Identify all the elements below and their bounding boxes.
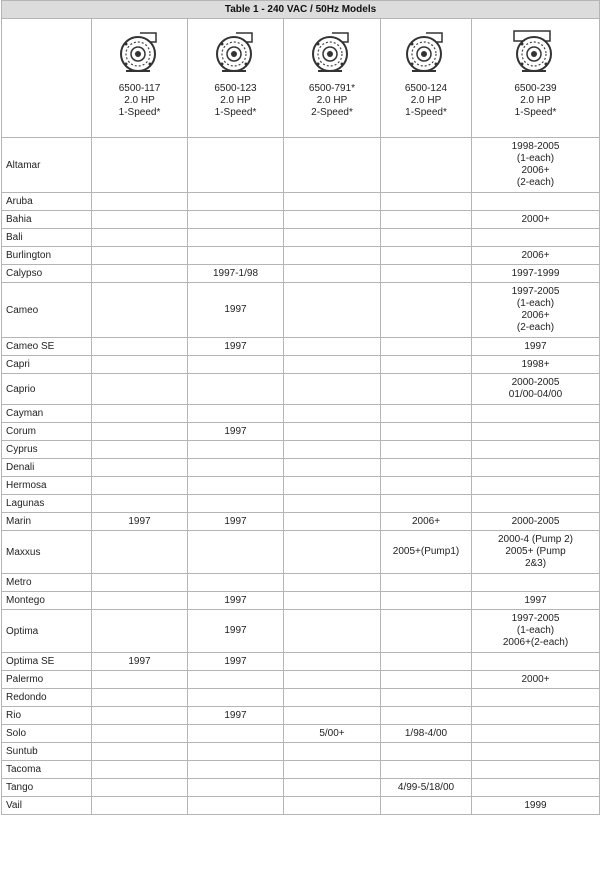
table-row [2,495,600,513]
compat-cell [284,338,381,356]
compat-cell: 2006+ [381,513,472,531]
compat-cell [381,283,472,338]
compat-cell [381,423,472,441]
compat-cell [472,477,600,495]
compat-cell: 1997 [188,338,284,356]
spa-model-name: Montego [2,592,92,610]
compat-cell [92,761,188,779]
compat-cell [284,779,381,797]
table-row [2,405,600,423]
compat-cell: 2000+ [472,671,600,689]
compat-cell [381,211,472,229]
compat-cell: 1999 [472,797,600,815]
spa-model-name: Marin [2,513,92,531]
compat-cell [284,495,381,513]
table-row [2,229,600,247]
pump-compatibility-table [1,0,600,815]
compat-cell: 1997-2005 (1-each) 2006+(2-each) [472,610,600,653]
spa-model-name: Caprio [2,374,92,405]
compat-cell: 1997 [92,653,188,671]
table-row [2,707,600,725]
compat-cell [284,592,381,610]
table-row [2,265,600,283]
compat-cell [92,610,188,653]
compat-cell [381,592,472,610]
spa-model-name: Metro [2,574,92,592]
compat-cell: 1997 [472,592,600,610]
spa-model-name: Lagunas [2,495,92,513]
compat-cell [284,356,381,374]
spa-model-name: Denali [2,459,92,477]
compat-cell [381,761,472,779]
compat-cell [188,405,284,423]
table-row [2,743,600,761]
table-row [2,441,600,459]
pump-hp: 2.0 HP [124,95,155,106]
compat-cell [284,283,381,338]
corner-cell [2,19,92,138]
pump-hp: 2.0 HP [410,95,442,106]
spa-model-name: Hermosa [2,477,92,495]
compat-cell: 2000-4 (Pump 2) 2005+ (Pump 2&3) [472,531,600,574]
spa-model-name: Redondo [2,689,92,707]
compat-cell [472,229,600,247]
pump-speed: 1-Speed* [214,107,257,118]
compat-cell: 1997 [188,592,284,610]
compat-cell [188,743,284,761]
compat-cell [92,743,188,761]
compat-cell [92,592,188,610]
compat-cell [284,689,381,707]
compat-cell: 1/98-4/00 [381,725,472,743]
compat-cell [92,671,188,689]
pump-model: 6500-791* [308,83,356,94]
table-row [2,338,600,356]
compat-cell: 1997-2005 (1-each) 2006+ (2-each) [472,283,600,338]
compat-cell [381,193,472,211]
compat-cell [92,779,188,797]
table-body [2,138,600,815]
compat-cell [284,138,381,193]
compat-cell [472,193,600,211]
table-row [2,283,600,338]
compat-cell [188,441,284,459]
compat-cell [381,405,472,423]
compat-cell: 4/99-5/18/00 [381,779,472,797]
compat-cell [188,477,284,495]
table-row [2,513,600,531]
compat-cell [381,707,472,725]
compat-cell: 1997-1/98 [188,265,284,283]
compat-cell [188,229,284,247]
compat-cell [92,229,188,247]
spa-model-name: Cyprus [2,441,92,459]
compat-cell [284,423,381,441]
table-row [2,671,600,689]
compat-cell [188,725,284,743]
compat-cell [381,689,472,707]
compat-cell: 2000-2005 [472,513,600,531]
compat-cell [284,374,381,405]
table-row [2,459,600,477]
spa-model-name: Tacoma [2,761,92,779]
pump-speed: 1-Speed* [514,107,557,118]
compat-cell [92,441,188,459]
compat-cell: 2006+ [472,247,600,265]
compat-cell: 2000-2005 01/00-04/00 [472,374,600,405]
compat-cell [472,574,600,592]
compat-cell: 1997 [188,610,284,653]
compat-cell [92,211,188,229]
pump-model: 6500-239 [514,83,557,94]
compat-cell: 1997 [188,423,284,441]
table-row [2,193,600,211]
compat-cell [472,725,600,743]
compat-cell [381,459,472,477]
pump-header-6500-123 [188,19,284,138]
compat-cell [284,211,381,229]
pump-header-6500-117 [92,19,188,138]
pump-speed: 1-Speed* [405,107,447,118]
compat-cell [472,423,600,441]
compat-cell [92,574,188,592]
compat-cell [381,671,472,689]
compat-cell [284,247,381,265]
compat-cell [92,797,188,815]
compat-cell [284,229,381,247]
spa-model-name: Palermo [2,671,92,689]
pump-model: 6500-123 [214,83,257,94]
compat-cell [284,743,381,761]
spa-model-name: Cameo SE [2,338,92,356]
compat-cell [472,707,600,725]
spa-model-name: Tango [2,779,92,797]
compat-cell [381,610,472,653]
pump-header-6500-791 [284,19,381,138]
compat-cell [472,689,600,707]
compat-cell [381,247,472,265]
compat-cell [284,193,381,211]
compat-cell: 2005+(Pump1) [381,531,472,574]
compat-cell [472,495,600,513]
compat-cell [284,610,381,653]
table-row [2,211,600,229]
compat-cell [92,459,188,477]
compat-cell [284,671,381,689]
compat-cell [188,531,284,574]
compat-cell [188,138,284,193]
table-row [2,592,600,610]
compat-cell [92,423,188,441]
compat-cell [92,495,188,513]
compat-cell [92,338,188,356]
compat-cell [472,653,600,671]
compat-cell [284,405,381,423]
compat-cell [381,338,472,356]
compat-cell [284,441,381,459]
compat-cell [472,459,600,477]
spa-model-name: Cameo [2,283,92,338]
spa-model-name: Bali [2,229,92,247]
compat-cell [188,797,284,815]
table-row [2,725,600,743]
compat-cell [188,671,284,689]
pump-wheel-icon [188,29,283,75]
compat-cell [381,653,472,671]
pump-wheel-icon [92,29,187,75]
pump-model: 6500-117 [118,83,161,94]
compat-cell [381,495,472,513]
table-row [2,477,600,495]
spa-model-name: Optima SE [2,653,92,671]
compat-cell [188,574,284,592]
compat-cell [92,374,188,405]
compat-cell [188,247,284,265]
compat-cell [284,531,381,574]
table-row [2,797,600,815]
compat-cell [284,653,381,671]
table-row [2,531,600,574]
compat-cell [381,265,472,283]
pump-hp: 2.0 HP [316,95,348,106]
table-row [2,653,600,671]
spa-model-name: Capri [2,356,92,374]
spa-model-name: Solo [2,725,92,743]
compat-cell: 1997 [92,513,188,531]
spa-model-name: Rio [2,707,92,725]
pump-header-row [2,19,600,138]
compat-cell: 2000+ [472,211,600,229]
compat-cell [381,374,472,405]
pump-hp: 2.0 HP [520,95,551,106]
table-title: Table 1 - 240 VAC / 50Hz Models [2,1,600,19]
compat-cell: 5/00+ [284,725,381,743]
compat-cell [284,477,381,495]
pump-speed: 1-Speed* [118,107,161,118]
table-row [2,689,600,707]
compat-cell [472,405,600,423]
table-row [2,779,600,797]
compat-cell [92,531,188,574]
compat-cell [92,707,188,725]
spa-model-name: Vail [2,797,92,815]
spa-model-name: Cayman [2,405,92,423]
compat-cell: 1997 [188,283,284,338]
compat-cell: 1997-1999 [472,265,600,283]
compat-cell: 1997 [188,653,284,671]
spa-model-name: Maxxus [2,531,92,574]
compat-cell [188,689,284,707]
compat-cell [92,247,188,265]
pump-header-6500-124 [381,19,472,138]
spa-model-name: Burlington [2,247,92,265]
pump-model: 6500-124 [404,83,448,94]
table-row [2,610,600,653]
compat-cell [188,459,284,477]
compat-cell [284,265,381,283]
compat-cell [92,689,188,707]
compat-cell [381,229,472,247]
compat-cell [92,193,188,211]
compat-cell [284,574,381,592]
compat-cell [381,477,472,495]
pump-wheel-icon [381,29,471,75]
table-row [2,761,600,779]
compat-cell [381,797,472,815]
compat-cell [472,761,600,779]
spa-model-name: Altamar [2,138,92,193]
table-row [2,374,600,405]
compat-cell [188,211,284,229]
compat-cell: 1997 [188,707,284,725]
compat-cell: 1998+ [472,356,600,374]
spa-model-name: Optima [2,610,92,653]
compat-cell [188,761,284,779]
pump-header-6500-239 [472,19,600,138]
compat-cell [284,761,381,779]
compat-cell [381,138,472,193]
compat-cell [188,193,284,211]
compat-cell [92,138,188,193]
pump-hp: 2.0 HP [220,95,251,106]
compat-cell: 1997 [472,338,600,356]
pump-speed: 2-Speed* [311,107,353,118]
compat-cell [381,743,472,761]
compat-cell [188,495,284,513]
spa-model-name: Calypso [2,265,92,283]
compat-cell [188,356,284,374]
compat-cell [92,356,188,374]
compat-cell: 1998-2005 (1-each) 2006+ (2-each) [472,138,600,193]
compat-cell [284,707,381,725]
table-row [2,574,600,592]
table-row [2,356,600,374]
spa-model-name: Aruba [2,193,92,211]
compat-cell [284,797,381,815]
compat-cell [472,441,600,459]
compat-cell [92,725,188,743]
pump-wheel-icon [472,29,599,75]
table-row [2,138,600,193]
table-row [2,423,600,441]
compat-cell [92,265,188,283]
spa-model-name: Corum [2,423,92,441]
spa-model-name: Suntub [2,743,92,761]
compat-cell [284,459,381,477]
compat-cell [92,283,188,338]
compat-cell [188,779,284,797]
pump-wheel-icon [284,29,380,75]
compat-cell [92,405,188,423]
spa-model-name: Bahia [2,211,92,229]
compat-cell [381,356,472,374]
compat-cell [472,779,600,797]
compat-cell [381,574,472,592]
compat-cell [472,743,600,761]
compat-cell [284,513,381,531]
table-row [2,247,600,265]
compat-cell [381,441,472,459]
compat-cell: 1997 [188,513,284,531]
compat-cell [92,477,188,495]
compat-cell [188,374,284,405]
